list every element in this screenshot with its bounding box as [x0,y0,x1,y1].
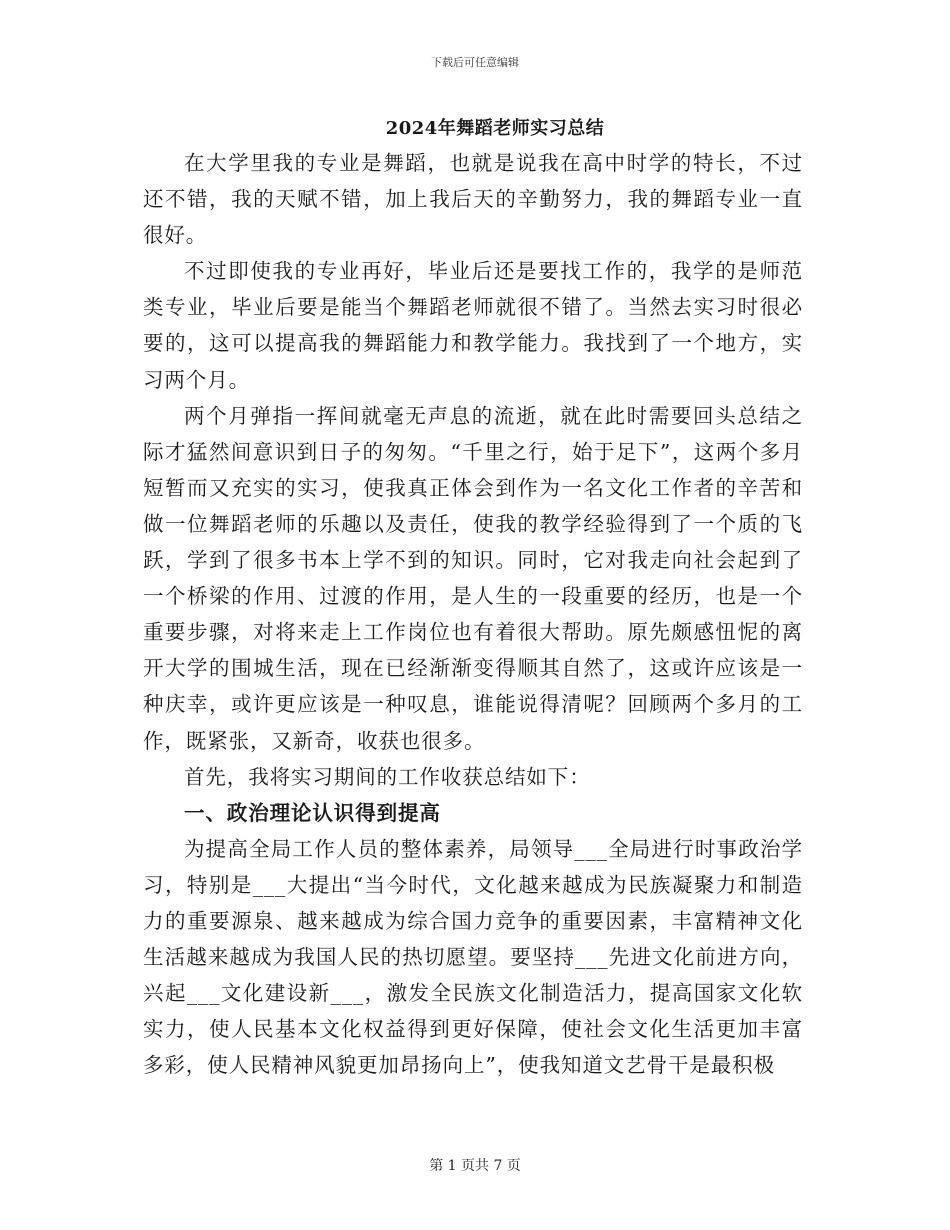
page-number: 第 1 页共 7 页 [429,1158,521,1174]
paragraph-4: 首先，我将实习期间的工作收获总结如下： [184,764,591,789]
paragraph-3: 两个月弹指一挥间就毫无声息的流逝，就在此时需要回头总结之际才猛然间意识到日子的匆匆。“千里之行，始于足下”，这两个多月短暂而又充实的实习，使我真正体会到作为一名文化工作者的辛苦和做一位舞蹈老师的乐趣以及责任，使我的教学经验得到了一个质的飞跃，学到了很多书本上学不到的知识。同时，它对我走向社会起到了一个桥梁的作用、过渡的作用，是人生的一段重要的经历，也是一个重要步骤，对将来走上工作岗位也有着很大帮助。原先颇感忸怩的离开大学的围城生活，现在已经渐渐变得顺其自然了，这或许应该是一种庆幸，或许更应该是一种叹息，谁能说得清呢？回顾两个多月的工作，既紧张，又新奇，收获也很多。 [143,403,803,753]
section-paragraph: 为提高全局工作人员的整体素养，局领导___全局进行时事政治学习，特别是___大提出“当今时代，文化越来越成为民族凝聚力和制造力的重要源泉、越来越成为综合国力竞争的重要因素，丰富精神文化生活越来越成为我国人民的热切愿望。要坚持___先进文化前进方向，兴起___文化建设新___，激发全民族文化制造活力，提高国家文化软实力，使人民基本文化权益得到更好保障，使社会文化生活更加丰富多彩，使人民精神风貌更加昂扬向上”，使我知道文艺骨干是最积极 [143,836,803,1078]
page-header-note: 下载后可任意编辑 [431,56,519,69]
document-title: 2024年舞蹈老师实习总结 [385,118,605,139]
paragraph-2: 不过即使我的专业再好，毕业后还是要找工作的，我学的是师范类专业，毕业后要是能当个舞蹈老师就很不错了。当然去实习时很必要的，这可以提高我的舞蹈能力和教学能力。我找到了一个地方，实习两个月。 [143,259,803,392]
section-heading: 一、政治理论认识得到提高 [184,800,441,825]
document-body [143,145,803,1083]
paragraph-1: 在大学里我的专业是舞蹈，也就是说我在高中时学的特长，不过还不错，我的天赋不错，加上我后天的辛勤努力，我的舞蹈专业一直很好。 [143,151,803,248]
